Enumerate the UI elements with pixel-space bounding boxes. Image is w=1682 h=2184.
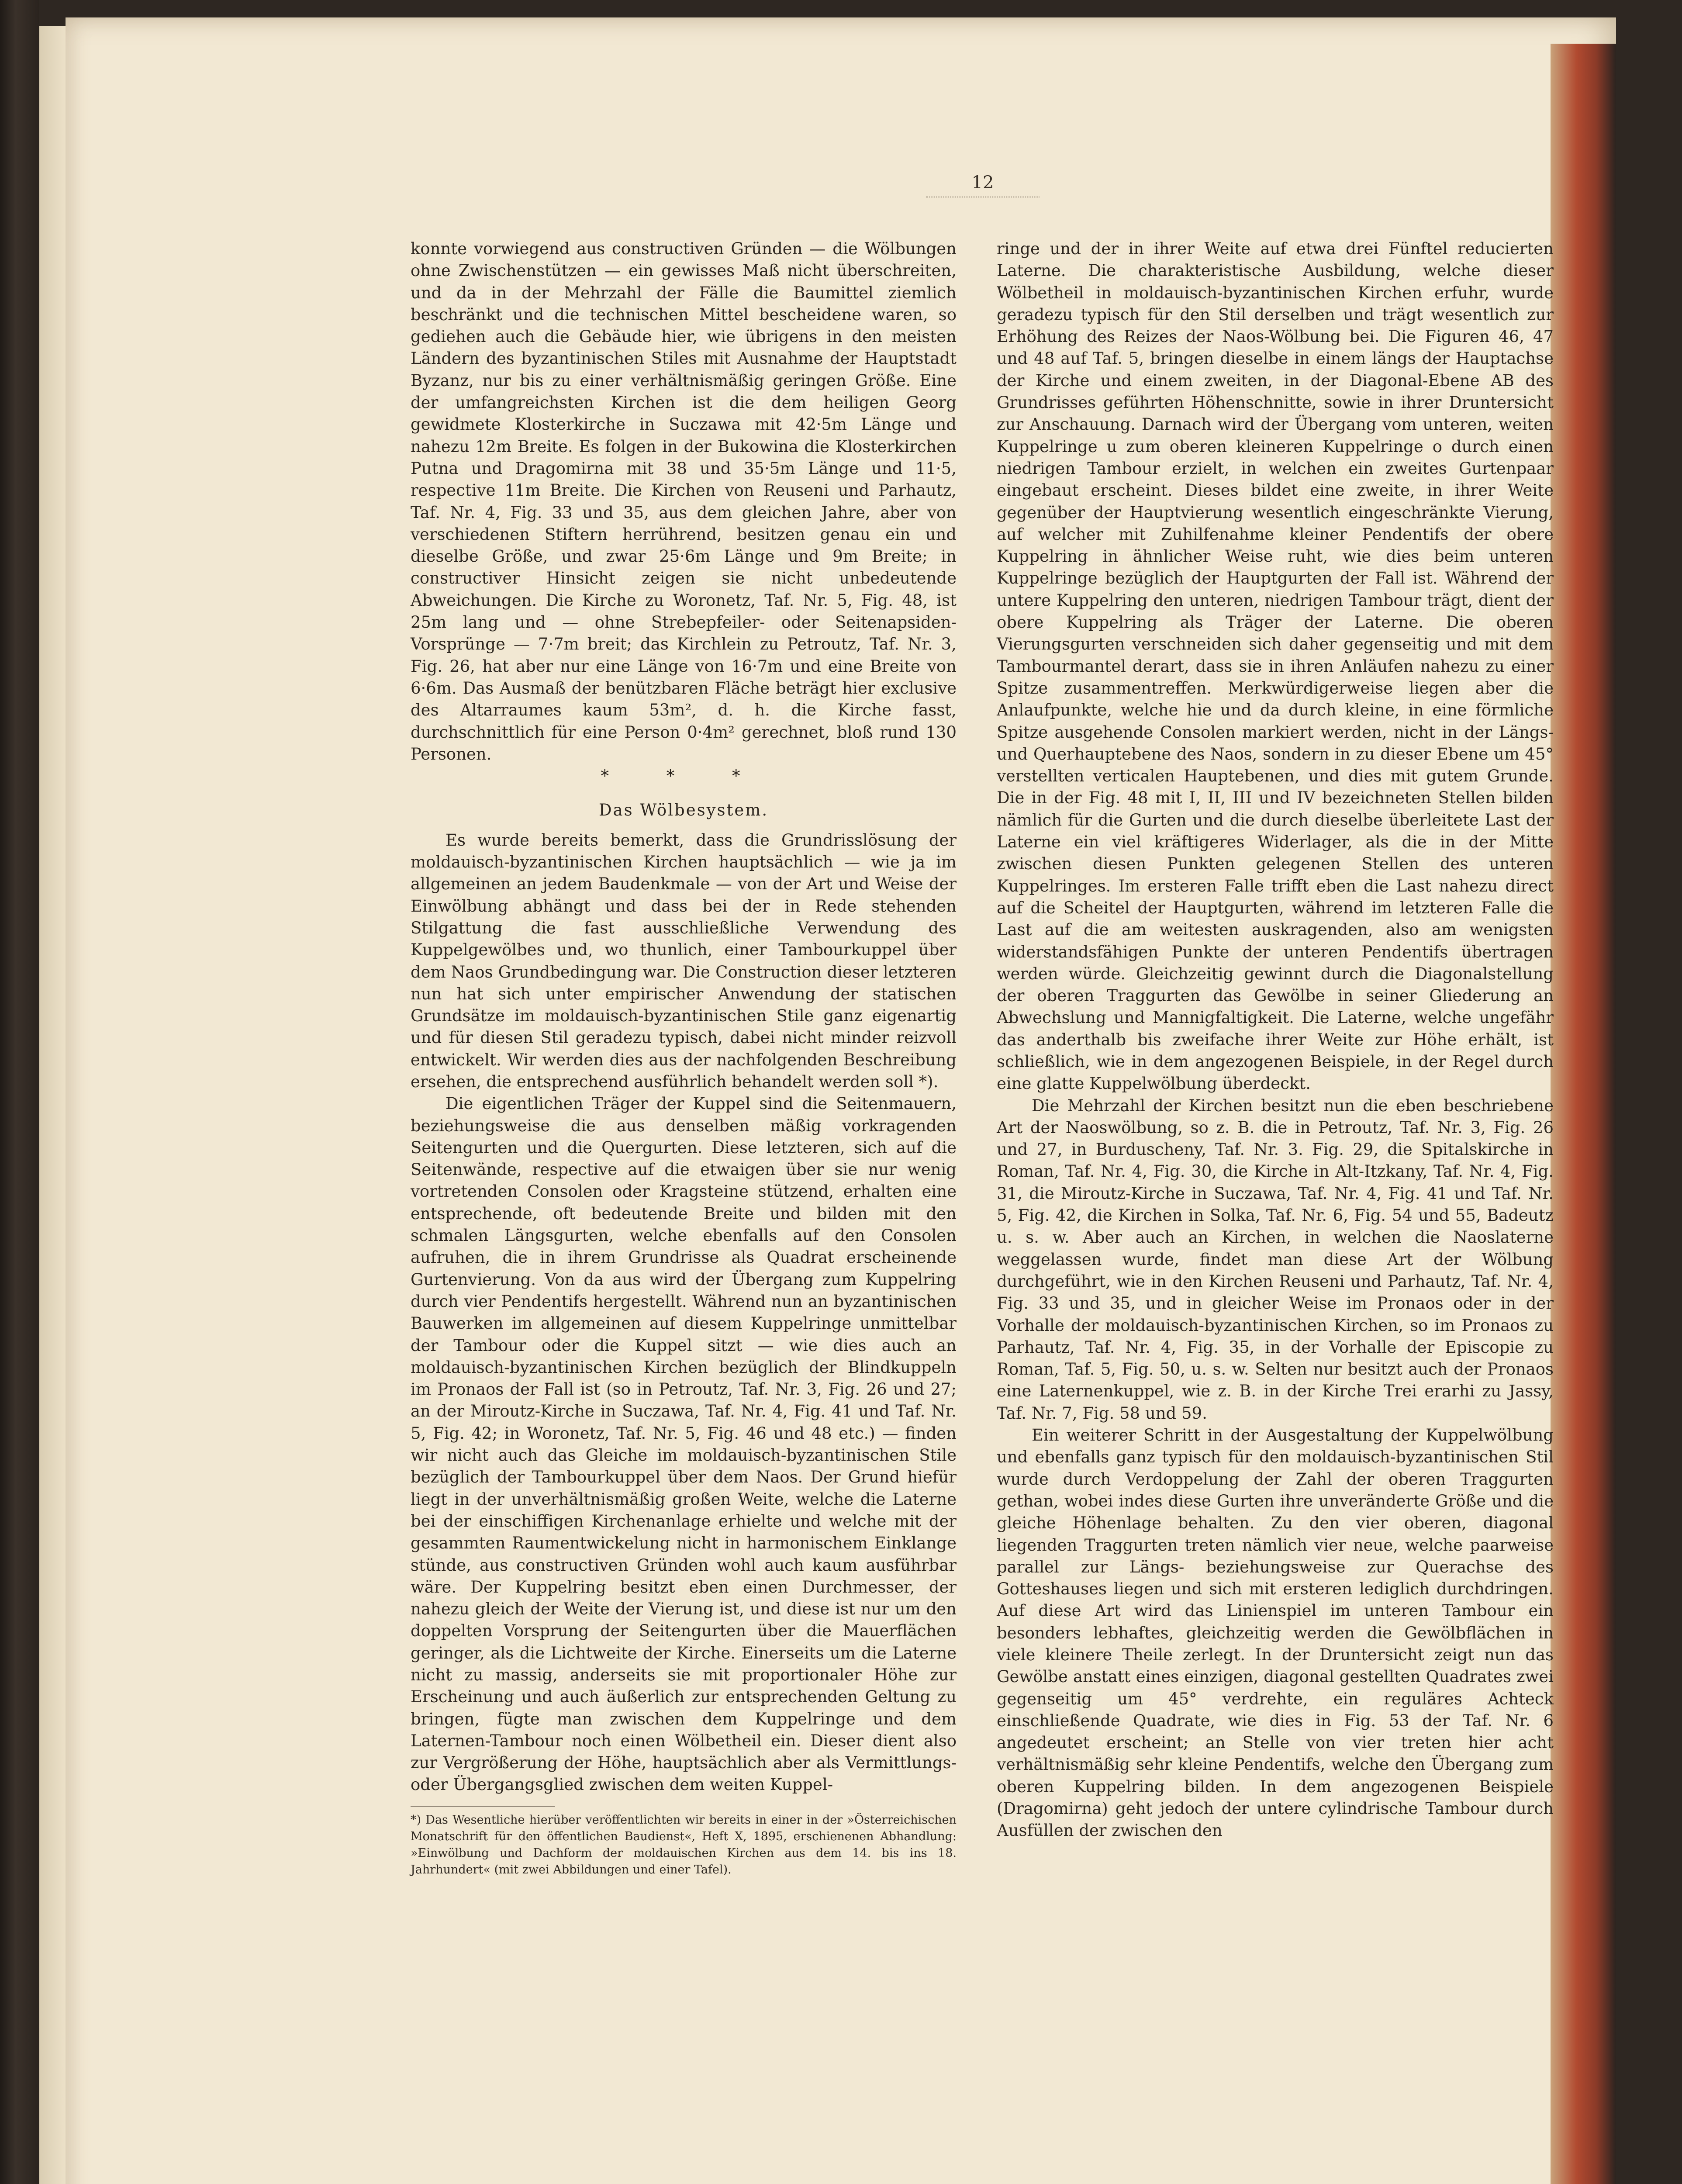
- left-paragraph-3: Die eigentlichen Träger der Kuppel sind die Seitenmauern, beziehungsweise die aus denselben mäßig vorkragenden Seitengurten und die Quergurten. Diese letzteren, sich auf die Seitenwände, respective auf die etwaigen über sie nur wenig vortretenden Consolen oder Kragsteine stützend, erhalten eine entsprechende, oft bedeutende Breite und bilden mit den schmalen Längsgurten, welche ebenfalls auf den Consolen aufruhen, die in ihrem Grundrisse als Quadrat erscheinende Gurtenvierung. Von da aus wird der Übergang zum Kuppelring durch vier Pendentifs hergestellt. Während nun an byzantinischen Bauwerken im allgemeinen auf diesem Kuppelringe unmittelbar der Tambour oder die Kuppel sitzt — wie dies auch an moldauisch-byzantinischen Kirchen bezüglich der Blindkuppeln im Pronaos der Fall ist (so in Petroutz, Taf. Nr. 3, Fig. 26 und 27; an der Miroutz-Kirche in Suczawa, Taf. Nr. 4, Fig. 41 und Taf. Nr. 5, Fig. 42; in Woronetz, Taf. Nr. 5, Fig. 46 und 48 etc.) — finden wir nicht auch das Gleiche im moldauisch-byzantinischen Stile bezüglich der Tambourkuppel über dem Naos. Der Grund hiefür liegt in der unverhältnismäßig großen Weite, welche die Laterne bei der einschiffigen Kirchenanlage erhielte und welche mit der gesammten Raumentwickelung nicht in harmonischem Einklange stünde, aus constructiven Gründen wohl auch kaum ausführbar wäre. Der Kuppelring besitzt eben einen Durchmesser, der nahezu gleich der Weite der Vierung ist, und diese ist nur um den doppelten Vorsprung der Seitengurten über die Mauerflächen geringer, als die Lichtweite der Kirche. Einerseits um die Laterne nicht zu massig, anderseits sie mit proportionaler Höhe zur Erscheinung und auch äußerlich zur entsprechenden Geltung zu bringen, fügte man zwischen dem Kuppelringe und dem Laternen-Tambour noch einen Wölbetheil ein. Dieser dient also zur Vergrößerung der Höhe, hauptsächlich aber als Vermittlungs- oder Übergangsglied zwischen dem weiten Kuppel-: [411, 1094, 957, 1794]
- footnote-rule: [411, 1806, 555, 1807]
- book-binding: [0, 0, 39, 2184]
- left-paragraph-1: konnte vorwiegend aus constructiven Gründen — die Wölbungen ohne Zwischenstützen — ein gewisses Maß nicht überschreiten, und da in der Mehrzahl der Fälle die Baumittel ziemlich beschränkt und die technischen Mittel bescheidene waren, so gediehen auch die Gebäude hier, wie übrigens in den meisten Ländern des byzantinischen Stiles mit Ausnahme der Hauptstadt Byzanz, nur bis zu einer verhältnismäßig geringen Größe. Eine der umfangreichsten Kirchen ist die dem heiligen Georg gewidmete Klosterkirche in Suczawa mit 42·5m Länge und nahezu 12m Breite. Es folgen in der Bukowina die Klosterkirchen Putna und Dragomirna mit 38 und 35·5m Länge und 11·5, respective 11m Breite. Die Kirchen von Reuseni und Parhautz, Taf. Nr. 4, Fig. 33 und 35, aus dem gleichen Jahre, aber von verschiedenen Stiftern herrührend, besitzen genau ein und dieselbe Größe, und zwar 25·6m Länge und 9m Breite; in constructiver Hinsicht zeigen sie nicht unbedeutende Abweichungen. Die Kirche zu Woronetz, Taf. Nr. 5, Fig. 48, ist 25m lang und — ohne Strebepfeiler- oder Seitenapsiden-Vorsprünge — 7·7m breit; das Kirchlein zu Petroutz, Taf. Nr. 3, Fig. 26, hat aber nur eine Länge von 16·7m und eine Breite von 6·6m. Das Ausmaß der benützbaren Fläche beträgt hier exclusive des Altarraumes kaum 53m², d. h. die Kirche fasst, durchschnittlich für eine Person 0·4m² gerechnet, bloß rund 130 Personen.: [411, 239, 957, 764]
- page-edge-right: [1551, 44, 1616, 2184]
- section-divider: * * *: [601, 767, 767, 786]
- right-column: [997, 238, 1554, 1842]
- section-title: Das Wölbesystem.: [598, 801, 769, 820]
- right-paragraph-1: ringe und der in ihrer Weite auf etwa drei Fünftel reducierten Laterne. Die charakteristische Ausbildung, welche dieser Wölbetheil in moldauisch-byzantinischen Kirchen erfuhr, wurde geradezu typisch für den Stil derselben und trägt wesentlich zur Erhöhung des Reizes der Naos-Wölbung bei. Die Figuren 46, 47 und 48 auf Taf. 5, bringen dieselbe in einem längs der Hauptachse der Kirche und einem zweiten, in der Diagonal-Ebene AB des Grundrisses geführten Höhenschnitte, sowie in ihrer Druntersicht zur Anschauung. Darnach wird der Übergang vom unteren, weiten Kuppelringe u zum oberen kleineren Kuppelringe o durch einen niedrigen Tambour erzielt, in welchen ein zweites Gurtenpaar eingebaut erscheint. Dieses bildet eine zweite, in ihrer Weite gegenüber der Hauptvierung wesentlich eingeschränkte Vierung, auf welcher mit Zuhilfenahme kleiner Pendentifs der obere Kuppelring in ähnlicher Weise ruht, wie dies beim unteren Kuppelringe bezüglich der Hauptgurten der Fall ist. Während der untere Kuppelring den unteren, niedrigen Tambour trägt, dient der obere Kuppelring als Träger der Laterne. Die oberen Vierungsgurten verschneiden sich daher gegenseitig und mit dem Tambourmantel derart, dass sie in ihren Anläufen nahezu zu einer Spitze zusammentreffen. Merkwürdigerweise liegen aber die Anlaufpunkte, welche hie und da durch kleine, in eine förmliche Spitze ausgehende Consolen markiert werden, nicht in der Längs- und Querhauptebene des Naos, sondern in zu dieser Ebene um 45° verstellten verticalen Hauptebenen, und dies mit gutem Grunde. Die in der Fig. 48 mit I, II, III und IV bezeichneten Stellen bilden nämlich für die Gurten und die durch dieselbe überleitete Last der Laterne ein viel kräftigeres Widerlager, als die in der Mitte zwischen diesen Punkten gelegenen Stellen des unteren Kuppelringes. Im ersteren Falle trifft eben die Last nahezu direct auf die Scheitel der Hauptgurten, während im letzteren Falle die Last auf die am weitesten auskragenden, also am wenigsten widerstandsfähigen Punkte der unteren Pendentifs übertragen werden würde. Gleichzeitig gewinnt durch die Diagonalstellung der oberen Traggurten das Gewölbe in seiner Gliederung an Abwechslung und Mannigfaltigkeit. Die Laterne, welche ungefähr das anderthalb bis zweifache ihrer Weite zur Höhe erhält, ist schließlich, wie in dem angezogenen Beispiele, in der Regel durch eine glatte Kuppelwölbung überdeckt.: [997, 239, 1554, 1093]
- left-paragraph-2: Es wurde bereits bemerkt, dass die Grundrisslösung der moldauisch-byzantinischen Kirchen hauptsächlich — wie ja im allgemeinen an jedem Baudenkmale — von der Art und Weise der Einwölbung abhängt und dass bei der in Rede stehenden Stilgattung die fast ausschließliche Verwendung des Kuppelgewölbes und, wo thunlich, einer Tambourkuppel über dem Naos Grundbedingung war. Die Construction dieser letzteren nun hat sich unter empirischer Anwendung der statischen Grundsätze im moldauisch-byzantinischen Stile ganz eigenartig und für diesen Stil geradezu typisch, dabei nicht minder reizvoll entwickelt. Wir werden dies aus der nachfolgenden Beschreibung ersehen, die entsprechend ausführlich behandelt werden soll *).: [411, 830, 957, 1091]
- left-column: [411, 238, 957, 1878]
- footnote: *) Das Wesentliche hierüber veröffentlichten wir bereits in einer in der »Österreichischen Monatschrift für den öffentlichen Baudienst«, Heft X, 1895, erschienenen Abhandlung: »Einwölbung und Dachform der moldauischen Kirchen aus dem 14. bis ins 18. Jahrhundert« (mit zwei Abbildungen und einer Tafel).: [411, 1813, 957, 1876]
- right-paragraph-3: Ein weiterer Schritt in der Ausgestaltung der Kuppelwölbung und ebenfalls ganz typisch für den moldauisch-byzantinischen Stil wurde durch Verdoppelung der Zahl der oberen Traggurten gethan, wobei indes diese Gurten ihre unveränderte Größe und die gleiche Höhenlage behalten. Zu den vier oberen, diagonal liegenden Traggurten treten nämlich vier neue, welche paarweise parallel zur Längs- beziehungsweise zur Querachse des Gotteshauses liegen und sich mit ersteren lediglich durchdringen. Auf diese Art wird das Linienspiel im unteren Tambour ein besonders lebhaftes, gleichzeitig werden die Gewölbflächen in viele kleinere Theile zerlegt. In der Druntersicht zeigt nun das Gewölbe anstatt eines einzigen, diagonal gestellten Quadrates zwei gegenseitig um 45° verdrehte, ein reguläres Achteck einschließende Quadrate, wie dies in Fig. 53 der Taf. Nr. 6 angedeutet erscheint; an Stelle von vier treten hier acht verhältnismäßig sehr kleine Pendentifs, welche den Übergang zum oberen Kuppelring bilden. In dem angezogenen Beispiele (Dragomirna) geht jedoch der untere cylindrische Tambour durch Ausfüllen der zwischen den: [997, 1426, 1554, 1840]
- right-paragraph-2: Die Mehrzahl der Kirchen besitzt nun die eben beschriebene Art der Naoswölbung, so z. B. die in Petroutz, Taf. Nr. 3, Fig. 26 und 27, in Burduscheny, Taf. Nr. 3. Fig. 29, die Spitalskirche in Roman, Taf. Nr. 4, Fig. 30, die Kirche in Alt-Itzkany, Taf. Nr. 4, Fig. 31, die Miroutz-Kirche in Suczawa, Taf. Nr. 4, Fig. 41 und Taf. Nr. 5, Fig. 42, die Kirchen in Solka, Taf. Nr. 6, Fig. 54 und 55, Badeutz u. s. w. Aber auch an Kirchen, in welchen die Naoslaterne weggelassen wurde, findet man diese Art der Wölbung durchgeführt, wie in den Kirchen Reuseni und Parhautz, Taf. Nr. 4, Fig. 33 und 35, und in gleicher Weise im Pronaos oder in der Vorhalle der moldauisch-byzantinischen Kirchen, so im Pronaos zu Parhautz, Taf. Nr. 4, Fig. 35, in der Vorhalle der Episcopie zu Roman, Taf. 5, Fig. 50, u. s. w. Selten nur besitzt auch der Pronaos eine Laternenkuppel, wie z. B. in der Kirche Trei erarhi zu Jassy, Taf. Nr. 7, Fig. 58 und 59.: [997, 1096, 1554, 1423]
- page-number: 12: [971, 173, 994, 193]
